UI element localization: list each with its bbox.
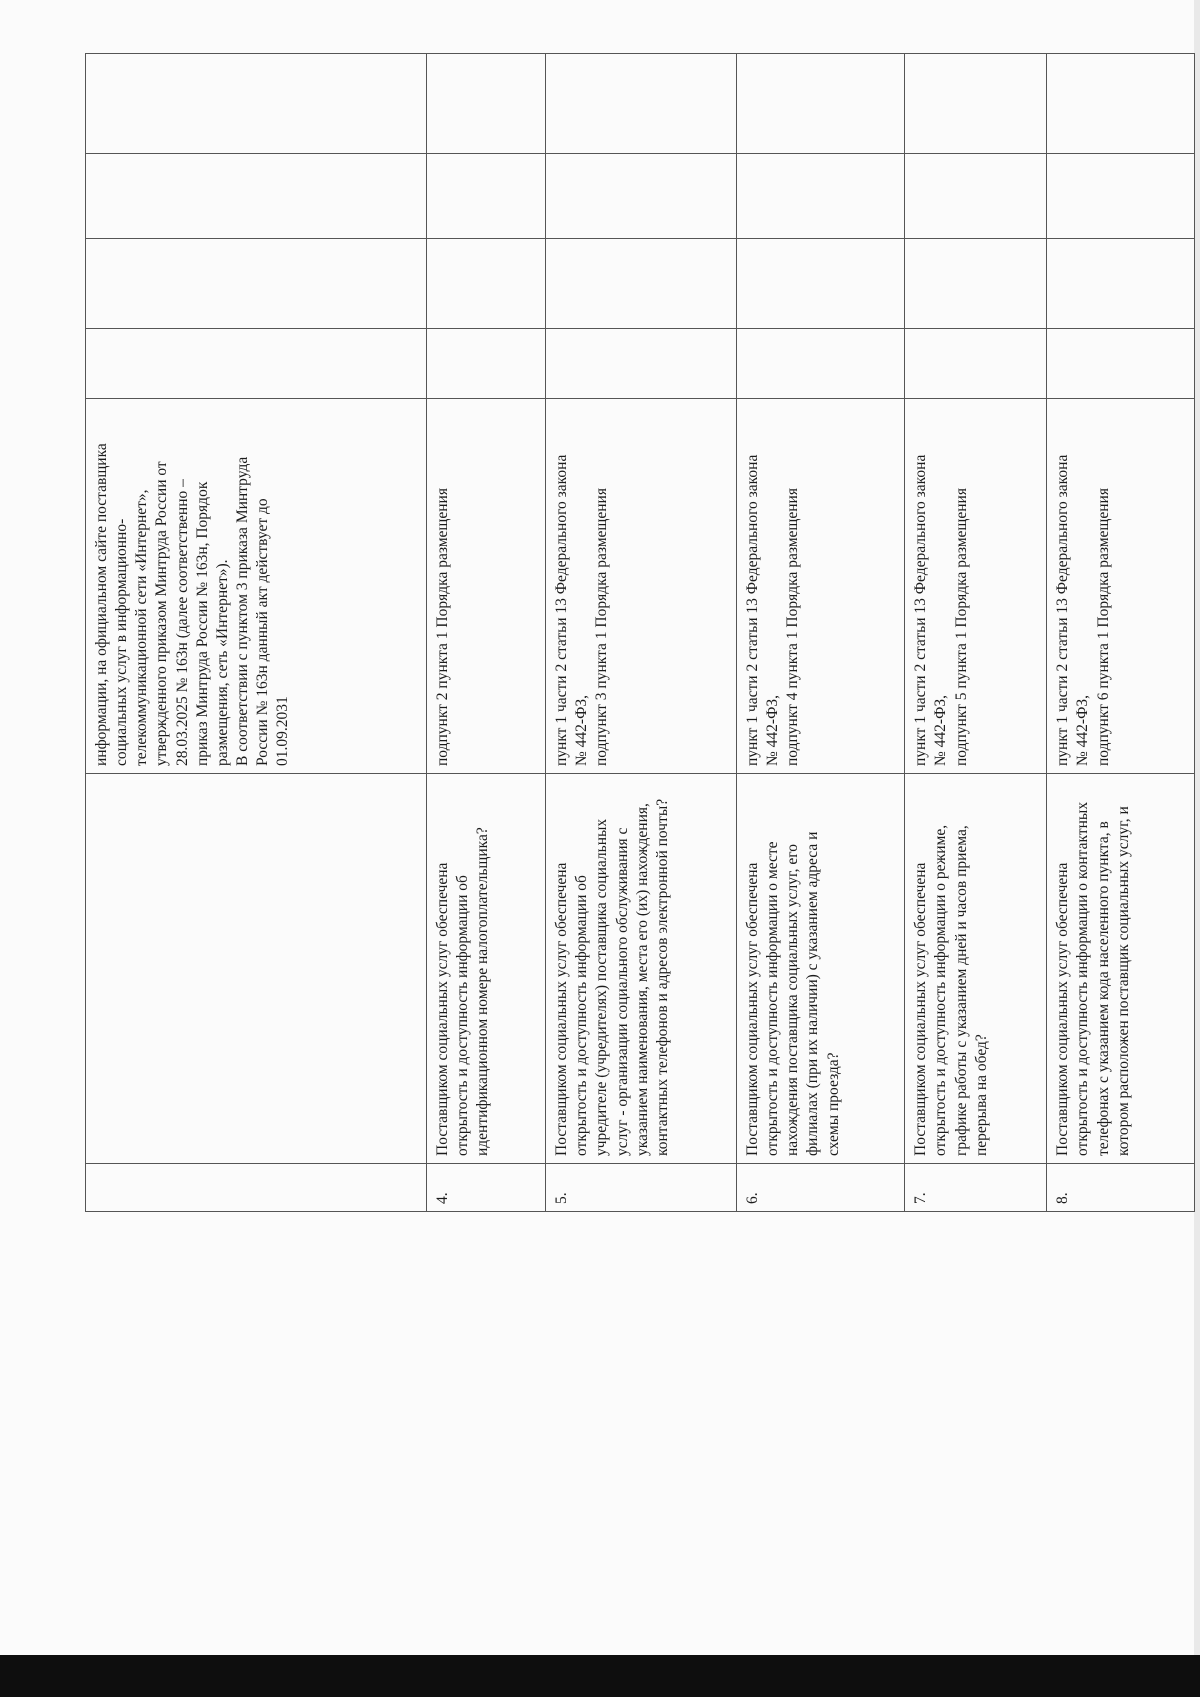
table-row — [426, 54, 545, 1212]
row-number-cell: 6. — [737, 1164, 905, 1212]
question-text-line: нахождения поставщика социальных услуг, его — [784, 844, 802, 1156]
question-text-line: открытость и доступность информации об — [573, 875, 591, 1156]
legal-reference-cell — [546, 399, 737, 774]
requirement-question-cell — [86, 774, 427, 1164]
note-cell — [426, 54, 545, 154]
row-number-cell: 8. — [1047, 1164, 1195, 1212]
table-row — [546, 54, 737, 1212]
legal-reference-cell — [905, 399, 1047, 774]
answer-no-cell — [546, 239, 737, 329]
answer-no-cell — [426, 239, 545, 329]
checklist-table-body — [86, 54, 1195, 1212]
not-applicable-cell — [86, 154, 427, 239]
note-cell — [737, 54, 905, 154]
reference-text-line: пункт 1 части 2 статьи 13 Федерального закона — [1054, 454, 1072, 766]
scan-border-bar — [0, 1655, 1200, 1697]
question-text-line: открытость и доступность информации о режиме, — [932, 824, 950, 1156]
reference-text-line: пункт 1 части 2 статьи 13 Федерального закона — [744, 454, 762, 766]
question-text-line: Поставщиком социальных услуг обеспечена — [744, 862, 762, 1156]
question-text-line: Поставщиком социальных услуг обеспечена — [553, 862, 571, 1156]
question-text-line: Поставщиком социальных услуг обеспечена — [912, 862, 930, 1156]
question-text-line: телефонах с указанием кода населенного пункта, в — [1094, 821, 1112, 1156]
table-row — [86, 54, 427, 1212]
question-text-line: открытость и доступность информации о контактных — [1074, 801, 1092, 1156]
answer-yes-cell — [905, 329, 1047, 399]
question-text-line: Поставщиком социальных услуг обеспечена — [433, 862, 451, 1156]
reference-text-line: России № 163н данный акт действует до — [254, 498, 272, 766]
question-text-line: котором расположен поставщик социальных услуг, и — [1114, 806, 1132, 1156]
question-text-line: учредителе (учредителях) поставщика социальных — [593, 818, 611, 1156]
note-cell — [1047, 54, 1195, 154]
note-cell — [546, 54, 737, 154]
requirement-question-cell — [905, 774, 1047, 1164]
row-number-cell — [86, 1164, 427, 1212]
reference-text-line: 01.09.2031 — [274, 696, 292, 766]
question-text-line: указанием наименования, места его (их) нахождения, — [633, 803, 651, 1156]
not-applicable-cell — [426, 154, 545, 239]
reference-text-line: № 442-ФЗ, — [932, 695, 950, 766]
reference-text-line: социальных услуг в информационно- — [113, 518, 131, 766]
requirement-question-cell — [1047, 774, 1195, 1164]
reference-text-line: утвержденного приказом Минтруда России от — [153, 461, 171, 766]
reference-text-line: № 442-ФЗ, — [1074, 695, 1092, 766]
answer-yes-cell — [1047, 329, 1195, 399]
reference-text-line: № 442-ФЗ, — [764, 695, 782, 766]
not-applicable-cell — [905, 154, 1047, 239]
reference-text-line: В соответствии с пунктом 3 приказа Минтруда — [233, 456, 251, 766]
question-text-line: схемы проезда? — [824, 1052, 842, 1156]
answer-yes-cell — [546, 329, 737, 399]
question-text-line: открытость и доступность информации о месте — [764, 841, 782, 1156]
not-applicable-cell — [1047, 154, 1195, 239]
question-text-line: контактных телефонов и адресов электронной почты? — [653, 798, 671, 1156]
not-applicable-cell — [546, 154, 737, 239]
legal-reference-cell — [737, 399, 905, 774]
question-text-line: перерыва на обед? — [972, 1034, 990, 1156]
reference-text-line: № 442-ФЗ, — [573, 695, 591, 766]
table-row — [905, 54, 1047, 1212]
row-number-cell: 5. — [546, 1164, 737, 1212]
note-cell — [86, 54, 427, 154]
row-number-cell: 7. — [905, 1164, 1047, 1212]
table-row — [737, 54, 905, 1212]
checklist-table — [85, 53, 1195, 1212]
reference-text-line: 28.03.2025 № 163н (далее соответственно – — [173, 479, 191, 766]
requirement-question-cell — [737, 774, 905, 1164]
rotated-table-container — [85, 54, 1195, 1212]
question-text-line: идентификационном номере налогоплательщика? — [474, 827, 492, 1156]
legal-reference-cell — [1047, 399, 1195, 774]
answer-yes-cell — [737, 329, 905, 399]
table-row — [1047, 54, 1195, 1212]
question-text-line: услуг - организации социального обслуживания с — [613, 827, 631, 1156]
reference-text-line: подпункт 3 пункта 1 Порядка размещения — [593, 488, 611, 766]
question-text-line: Поставщиком социальных услуг обеспечена — [1054, 862, 1072, 1156]
requirement-question-cell — [546, 774, 737, 1164]
row-number-cell: 4. — [426, 1164, 545, 1212]
answer-no-cell — [86, 239, 427, 329]
question-text-line: графике работы с указанием дней и часов приема, — [952, 825, 970, 1156]
note-cell — [905, 54, 1047, 154]
legal-reference-cell — [426, 399, 545, 774]
legal-reference-cell — [86, 399, 427, 774]
reference-text-line: пункт 1 части 2 статьи 13 Федерального закона — [912, 454, 930, 766]
not-applicable-cell — [737, 154, 905, 239]
answer-no-cell — [905, 239, 1047, 329]
reference-text-line: размещения, сеть «Интернет»). — [213, 559, 231, 766]
reference-text-line: телекоммуникационной сети «Интернет», — [133, 489, 151, 766]
requirement-question-cell — [426, 774, 545, 1164]
answer-yes-cell — [86, 329, 427, 399]
reference-text-line: подпункт 5 пункта 1 Порядка размещения — [952, 488, 970, 766]
question-text-line: филиалах (при их наличии) с указанием адреса и — [804, 831, 822, 1156]
reference-text-line: подпункт 4 пункта 1 Порядка размещения — [784, 488, 802, 766]
question-text-line: открытость и доступность информации об — [454, 875, 472, 1156]
answer-no-cell — [737, 239, 905, 329]
reference-text-line: пункт 1 части 2 статьи 13 Федерального закона — [553, 454, 571, 766]
answer-no-cell — [1047, 239, 1195, 329]
reference-text-line: информации, на официальном сайте поставщика — [93, 443, 110, 766]
reference-text-line: подпункт 6 пункта 1 Порядка размещения — [1094, 488, 1112, 766]
answer-yes-cell — [426, 329, 545, 399]
reference-text-line: подпункт 2 пункта 1 Порядка размещения — [433, 488, 451, 766]
reference-text-line: приказ Минтруда России № 163н, Порядок — [193, 481, 211, 766]
